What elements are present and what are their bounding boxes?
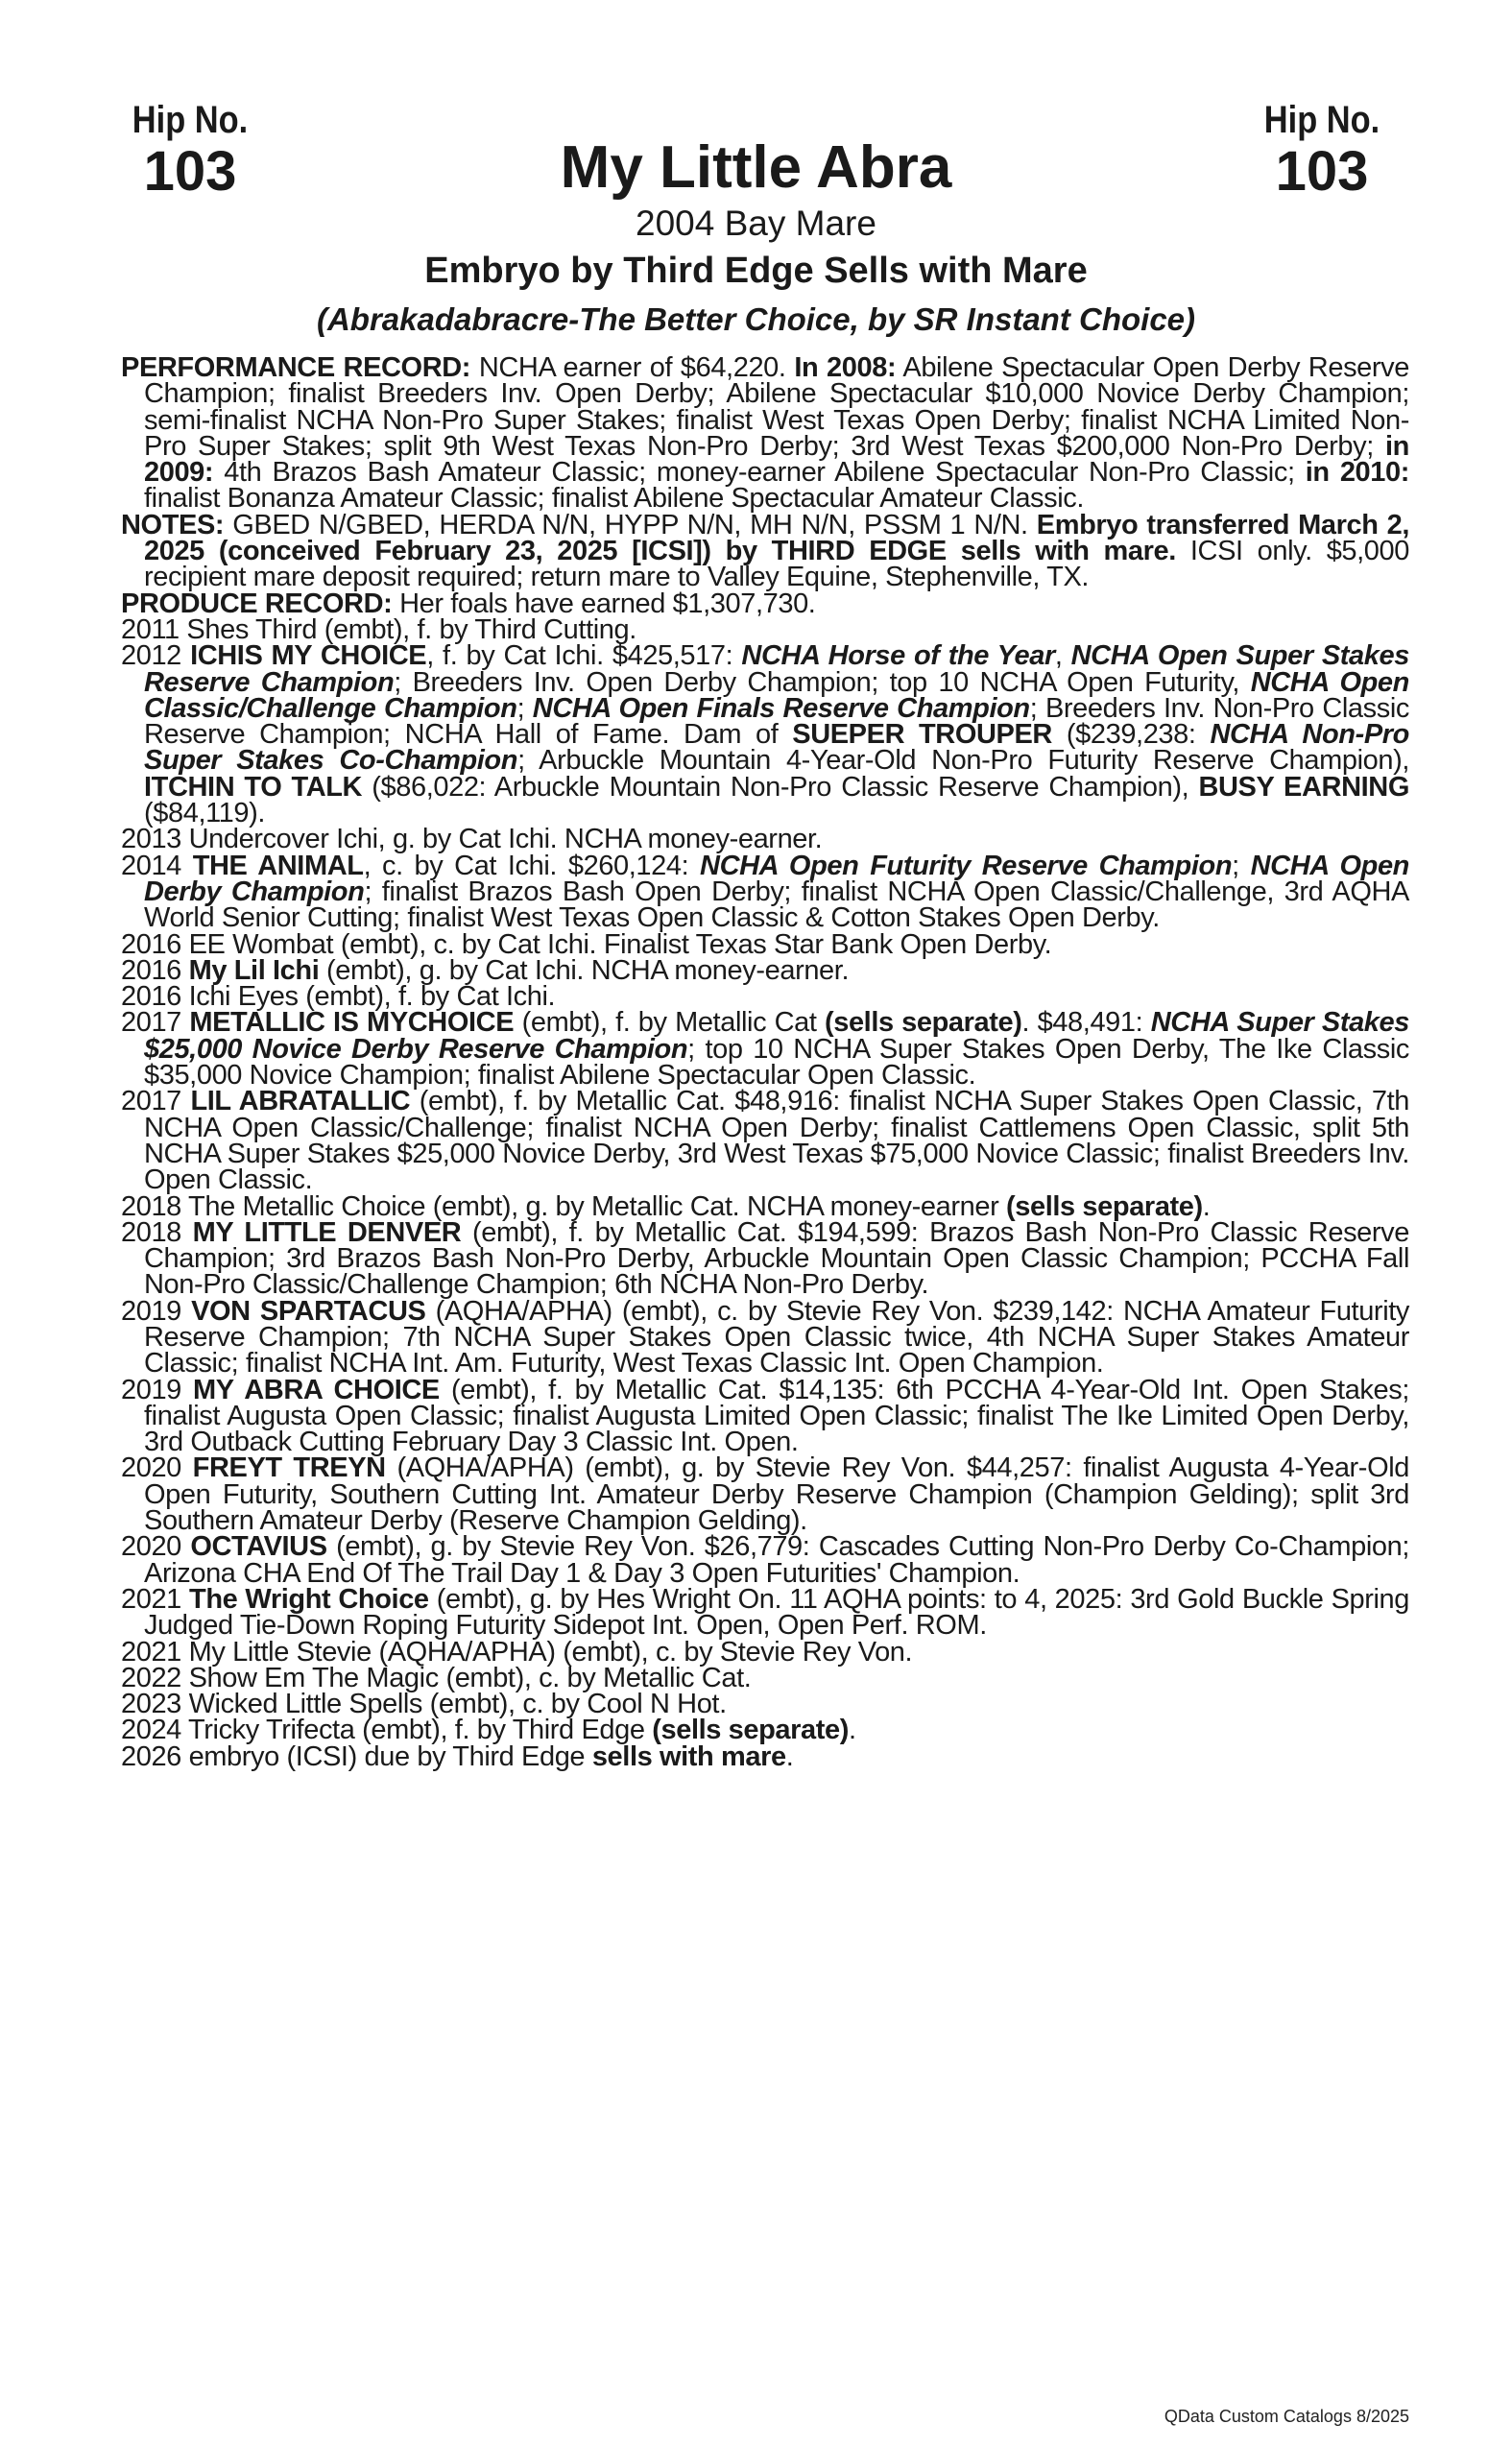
record-text: 2020 [121, 1452, 193, 1484]
record-text: . [785, 1740, 794, 1772]
emphasis-text: NOTES: [121, 509, 225, 540]
record-text: 2016 [121, 954, 189, 986]
emphasis-text: (sells separate) [1006, 1190, 1203, 1222]
emphasis-text: FREYT TREYN [192, 1452, 386, 1484]
emphasis-text: MY LITTLE DENVER [192, 1216, 462, 1248]
record-text: 2020 [121, 1531, 191, 1563]
record-text: . [849, 1715, 856, 1746]
record-text: (embt), f. by Metallic Cat. $14,135: 6th PCCHA 4-Year-Old Int. Open Stakes; finalist Augusta Open Classic; finalist Augusta Limited Open Classic; finalist The Ike Limited Open Derby, 3rd Outback Cutting February Day 3 Classic Int. Open. [144, 1374, 1410, 1458]
record-text: Abilene Spectacular Open Derby Reserve Champion; finalist Breeders Inv. Open Derby; Abilene Spectacular $10,000 Novice Derby Champion; semi-finalist NCHA Non-Pro Super Stakes; finalist West Texas Open Derby; finalist NCHA Limited Non-Pro Super Stakes; split 9th West Texas Non-Pro Derby; 3rd West Texas $200,000 Non-Pro Derby; [144, 352, 1409, 462]
record-text: ($239,238: [1051, 719, 1211, 751]
horse-name: My Little Abra [560, 134, 952, 201]
record-text: , [1054, 640, 1071, 672]
record-text: ; finalist Brazos Bash Open Derby; finalist NCHA Open Classic/Challenge, 3rd AQHA World Senior Cutting; finalist West Texas Open Classic & Cotton Stakes Open Derby. [144, 876, 1409, 934]
emphasis-text: THE ANIMAL [192, 850, 364, 881]
record-text: (embt), f. by Metallic Cat. $48,916: finalist NCHA Super Stakes Open Classic, 7th NCHA Open Classic/Challenge; finalist NCHA Open Derby; finalist Cattlemens Open Classic, split 5th NCHA Super Stakes $25,000 Novice Derby, 3rd West Texas $75,000 Novice Classic; finalist Breeders Inv. Open Classic. [144, 1086, 1409, 1196]
record-text: 2021 [121, 1583, 189, 1615]
emphasis-text: MY ABRA CHOICE [193, 1374, 440, 1405]
catalog-record-body [121, 352, 1410, 1772]
record-text: ; Arbuckle Mountain 4-Year-Old Non-Pro Futurity Reserve Champion), [517, 745, 1409, 777]
emphasis-text: NCHA Open Classic/Challenge Champion [144, 666, 1409, 724]
record-text: 2018 [121, 1216, 193, 1248]
emphasis-text: LIL ABRATALLIC [190, 1086, 411, 1117]
hip-number: 103 [1275, 140, 1369, 203]
emphasis-text: SUEPER TROUPER [792, 719, 1052, 751]
emphasis-text: ICHIS MY CHOICE [190, 640, 427, 672]
record-text: . $48,491: [1021, 1007, 1151, 1039]
emphasis-text: ITCHIN TO TALK [144, 771, 363, 803]
record-paragraph [121, 954, 1409, 986]
record-text: 2022 Show Em The Magic (embt), c. by Metallic Cat. [121, 1662, 752, 1693]
record-text: 2016 EE Wombat (embt), c. by Cat Ichi. Finalist Texas Star Bank Open Derby. [121, 928, 1052, 960]
record-text: 2019 [121, 1295, 192, 1327]
record-text: , c. by Cat Ichi. $260,124: [363, 850, 701, 881]
emphasis-text: PRODUCE RECORD: [121, 588, 393, 619]
record-paragraph [121, 824, 1409, 855]
record-text: (AQHA/APHA) (embt), g. by Stevie Rey Von. $44,257: finalist Augusta 4-Year-Old Open Futurity, Southern Cutting Int. Amateur Derby Reserve Champion (Champion Gelding); split 3rd Southern Amateur Derby (Reserve Champion Gelding). [144, 1452, 1409, 1537]
record-paragraph [121, 1689, 1409, 1720]
emphasis-text: OCTAVIUS [190, 1531, 327, 1563]
emphasis-text: NCHA Open Super Stakes Reserve Champion [144, 640, 1409, 698]
record-text: 2017 [121, 1086, 191, 1117]
emphasis-text: In 2008: [794, 352, 897, 383]
record-text: 2016 Ichi Eyes (embt), f. by Cat Ichi. [121, 981, 556, 1013]
emphasis-text: (sells separate) [652, 1715, 850, 1746]
record-text: 2014 [121, 850, 193, 881]
emphasis-text: BUSY EARNING [1198, 771, 1409, 803]
record-text: (AQHA/APHA) (embt), c. by Stevie Rey Von. $239,142: NCHA Amateur Futurity Reserve Champion; 7th NCHA Super Stakes Open Classic twice, 4th NCHA Super Stakes Amateur Classic; finalist NCHA Int. Am. Futurity, West Texas Classic Int. Open Champion. [144, 1295, 1409, 1380]
record-text: ($86,022: Arbuckle Mountain Non-Pro Classic Reserve Champion), [362, 771, 1199, 803]
pedigree-line: (Abrakadabracre-The Better Choice, by SR Instant Choice) [316, 301, 1196, 337]
record-text: 2026 embryo (ICSI) due by Third Edge [121, 1740, 592, 1772]
hip-label: Hip No. [132, 99, 249, 141]
emphasis-text: NCHA Open Finals Reserve Champion [532, 692, 1030, 724]
record-text: ($84,119). [144, 798, 266, 829]
emphasis-text: (sells separate) [824, 1007, 1022, 1039]
record-text: (embt), f. by Metallic Cat. $194,599: Brazos Bash Non-Pro Classic Reserve Champion; 3rd Brazos Bash Non-Pro Derby, Arbuckle Mountain Open Classic Champion; PCCHA Fall Non-Pro Classic/Challenge Champion; 6th NCHA Non-Pro Derby. [144, 1216, 1409, 1301]
record-paragraph [121, 981, 1409, 1013]
record-text: ; Breeders Inv. Open Derby Champion; top 10 NCHA Open Futurity, [394, 666, 1251, 698]
record-text: 2018 The Metallic Choice (embt), g. by Metallic Cat. NCHA money-earner [121, 1190, 1007, 1222]
emphasis-text: NCHA Open Futurity Reserve Champion [700, 850, 1233, 881]
record-paragraph [121, 1715, 1409, 1746]
emphasis-text: Embryo transferred March 2, 2025 (conceived February 23, 2025 [ICSI]) by THIRD EDGE sells with mare. [144, 509, 1409, 567]
hip-number: 103 [143, 140, 237, 203]
record-text: 4th Brazos Bash Amateur Classic; money-earner Abilene Spectacular Non-Pro Classic; [213, 457, 1306, 489]
record-text: 2021 My Little Stevie (AQHA/APHA) (embt), c. by Stevie Rey Von. [121, 1636, 913, 1668]
record-text: 2013 Undercover Ichi, g. by Cat Ichi. NCHA money-earner. [121, 824, 823, 855]
record-paragraph [121, 509, 1409, 593]
record-text: NCHA earner of $64,220. [470, 352, 795, 383]
record-paragraph [121, 1086, 1409, 1196]
emphasis-text: NCHA Open Derby Champion [144, 850, 1410, 907]
record-paragraph [121, 1740, 1409, 1772]
record-paragraph [121, 1636, 1409, 1668]
emphasis-text: The Wright Choice [189, 1583, 429, 1615]
record-text: , f. by Cat Ichi. $425,517: [426, 640, 742, 672]
record-text: 2011 Shes Third (embt), f. by Third Cutting. [121, 613, 636, 645]
record-paragraph [121, 1190, 1409, 1222]
emphasis-text: sells with mare [591, 1740, 786, 1772]
record-text: 2012 [121, 640, 191, 672]
emphasis-text: My Lil Ichi [188, 954, 320, 986]
record-paragraph [121, 613, 1409, 645]
emphasis-text: PERFORMANCE RECORD: [121, 352, 471, 383]
emphasis-text: in 2010: [1305, 457, 1409, 489]
record-text: 2024 Tricky Trifecta (embt), f. by Third Edge [121, 1715, 653, 1746]
record-text: ICSI only. $5,000 recipient mare deposit required; return mare to Valley Equine, Stephenville, TX. [144, 536, 1409, 593]
record-text: (embt), g. by Stevie Rey Von. $26,779: Cascades Cutting Non-Pro Derby Co-Champion; Arizona CHA End Of The Trail Day 1 & Day 3 Open Futurities' Champion. [144, 1531, 1409, 1589]
record-paragraph [121, 1295, 1409, 1380]
embryo-line: Embryo by Third Edge Sells with Mare [424, 251, 1088, 291]
record-paragraph [121, 1007, 1409, 1092]
record-text: Her foals have earned $1,307,730. [392, 588, 816, 619]
record-text: (embt), f. by Metallic Cat [514, 1007, 825, 1039]
horse-description: 2004 Bay Mare [636, 204, 876, 243]
record-text: GBED N/GBED, HERDA N/N, HYPP N/N, MH N/N, PSSM 1 N/N. [224, 509, 1037, 540]
emphasis-text: NCHA Non-Pro Super Stakes Co-Champion [144, 719, 1409, 777]
record-text: ; top 10 NCHA Super Stakes Open Derby, The Ike Classic $35,000 Novice Champion; finalist Abilene Spectacular Open Classic. [144, 1033, 1409, 1092]
record-paragraph [121, 1531, 1409, 1589]
emphasis-text: in 2009: [144, 430, 1409, 489]
record-text: ; Breeders Inv. Non-Pro Classic Reserve Champion; NCHA Hall of Fame. Dam of [144, 692, 1409, 751]
record-paragraph [121, 1452, 1409, 1537]
record-text: 2017 [121, 1007, 190, 1039]
record-paragraph [121, 640, 1409, 829]
record-text: (embt), g. by Cat Ichi. NCHA money-earner. [319, 954, 850, 986]
emphasis-text: VON SPARTACUS [191, 1295, 426, 1327]
record-text: . [1202, 1190, 1211, 1222]
emphasis-text: NCHA Super Stakes $25,000 Novice Derby Reserve Champion [144, 1007, 1409, 1065]
record-paragraph [121, 1662, 1409, 1693]
record-paragraph [121, 1374, 1410, 1458]
record-paragraph [121, 928, 1409, 960]
record-paragraph [121, 588, 1409, 619]
emphasis-text: METALLIC IS MYCHOICE [189, 1007, 515, 1039]
record-paragraph [121, 850, 1410, 934]
record-text: (embt), g. by Hes Wright On. 11 AQHA points: to 4, 2025: 3rd Gold Buckle Spring Judged Tie-Down Roping Futurity Sidepot Int. Open, Open Perf. ROM. [144, 1583, 1409, 1642]
record-text: ; [516, 692, 533, 724]
record-paragraph [121, 1216, 1409, 1301]
hip-label: Hip No. [1263, 99, 1380, 141]
record-text: 2019 [121, 1374, 194, 1405]
record-text: finalist Bonanza Amateur Classic; finalist Abilene Spectacular Amateur Classic. [144, 483, 1085, 515]
record-text: 2023 Wicked Little Spells (embt), c. by Cool N Hot. [121, 1689, 727, 1720]
emphasis-text: NCHA Horse of the Year [741, 640, 1055, 672]
footer-credit: QData Custom Catalogs 8/2025 [1164, 2407, 1409, 2426]
record-text: ; [1232, 850, 1251, 881]
record-paragraph [121, 352, 1409, 515]
record-paragraph [121, 1583, 1409, 1642]
